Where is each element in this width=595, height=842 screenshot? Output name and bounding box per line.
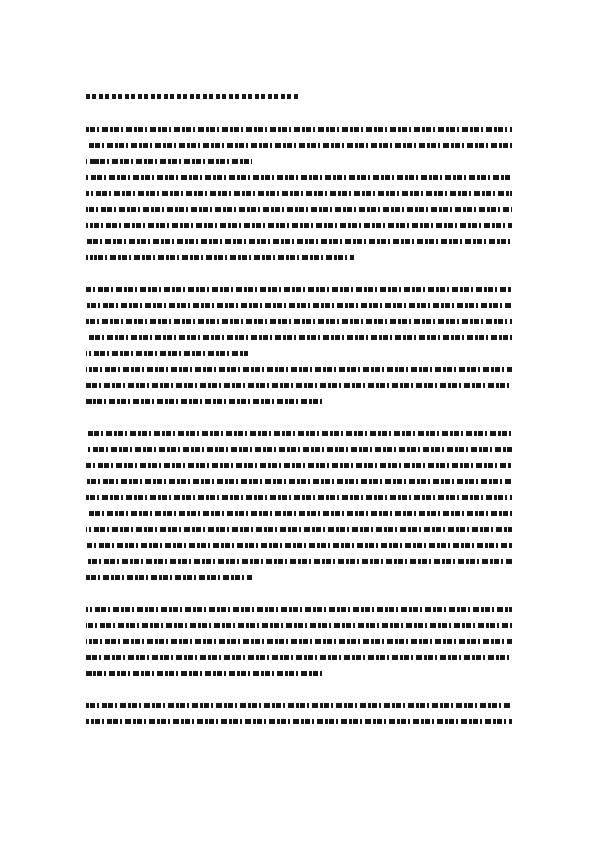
text-line <box>86 319 512 324</box>
text-line <box>86 495 512 500</box>
text-line <box>86 671 325 676</box>
document-body <box>86 94 512 735</box>
paragraph <box>86 607 512 676</box>
paragraph-gap <box>86 271 512 287</box>
paragraph <box>86 703 512 724</box>
text-line <box>86 223 512 228</box>
paragraph <box>86 431 512 580</box>
text-line <box>86 559 512 564</box>
document-title <box>86 94 298 99</box>
text-line <box>86 607 512 612</box>
text-line <box>86 351 248 356</box>
text-line <box>86 239 512 244</box>
text-line <box>86 479 512 484</box>
text-line <box>86 639 512 644</box>
text-line <box>86 543 512 548</box>
text-line <box>86 255 354 260</box>
text-line <box>86 623 512 628</box>
text-line <box>86 207 512 212</box>
text-line <box>86 367 512 372</box>
text-line <box>86 175 512 180</box>
text-line <box>86 527 512 532</box>
text-line <box>86 719 512 724</box>
text-line <box>86 127 512 132</box>
text-line <box>86 383 512 388</box>
paragraph-gap <box>86 415 512 431</box>
text-line <box>86 703 512 708</box>
text-line <box>86 159 252 164</box>
paragraph <box>86 287 512 356</box>
text-line <box>86 143 512 148</box>
paragraph-gap <box>86 591 512 607</box>
paragraph-gap <box>86 687 512 703</box>
text-line <box>86 447 512 452</box>
text-line <box>86 287 512 292</box>
paragraph <box>86 367 512 404</box>
text-line <box>86 575 252 580</box>
text-line <box>86 655 512 660</box>
text-line <box>86 191 512 196</box>
text-line <box>86 463 512 468</box>
paragraphs-container <box>86 127 512 724</box>
paragraph <box>86 127 512 164</box>
text-line <box>86 431 512 436</box>
text-line <box>86 335 512 340</box>
text-line <box>86 399 325 404</box>
text-line <box>86 303 512 308</box>
paragraph <box>86 175 512 260</box>
text-line <box>86 511 512 516</box>
